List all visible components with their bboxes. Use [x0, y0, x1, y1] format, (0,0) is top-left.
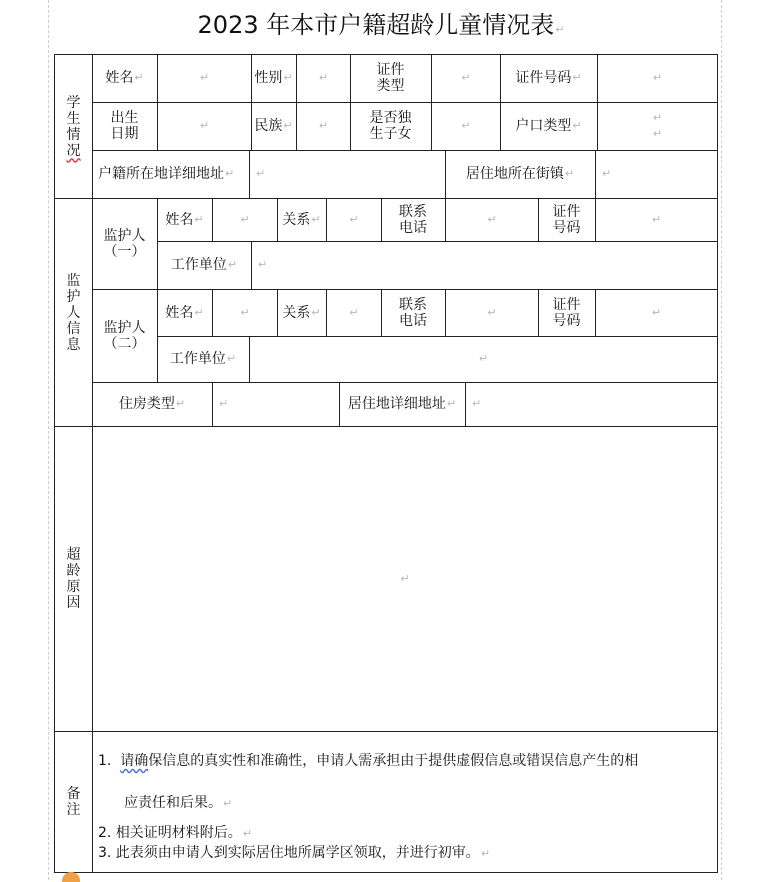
- label-id-number: 证件号码 ↵: [515, 70, 582, 86]
- label-guardian-2-name: 姓名 ↵: [165, 304, 204, 321]
- field-guardian-2-phone[interactable]: ↵: [487, 305, 497, 319]
- field-guardian-1-phone[interactable]: ↵: [487, 212, 497, 226]
- label-guardian-2-relation: 关系 ↵: [282, 304, 321, 321]
- field-id-number[interactable]: ↵: [652, 71, 663, 84]
- label-gender: 性别 ↵: [254, 70, 293, 86]
- field-birth-date[interactable]: ↵: [199, 119, 210, 132]
- field-guardian-2-id[interactable]: ↵: [651, 305, 662, 319]
- field-housing-type[interactable]: ↵: [219, 397, 229, 410]
- field-only-child[interactable]: ↵: [461, 119, 471, 132]
- label-only-child: 是否独 生子女: [369, 110, 412, 142]
- field-student-name[interactable]: ↵: [199, 71, 210, 84]
- field-ethnicity[interactable]: ↵: [318, 119, 329, 132]
- field-id-type[interactable]: ↵: [461, 71, 471, 84]
- field-guardian-1-relation[interactable]: ↵: [349, 212, 359, 226]
- label-birth-date: 出生 日期: [110, 110, 139, 142]
- label-guardian-1-name: 姓名 ↵: [165, 211, 204, 228]
- note-2: 2. 相关证明材料附后。↵: [98, 825, 253, 841]
- label-residence-street: 居住地所在街镇 ↵: [465, 166, 575, 182]
- label-guardian-1-relation: 关系 ↵: [282, 211, 321, 228]
- section-student-label: 学 生 情 况: [66, 94, 81, 159]
- field-hukou-type[interactable]: ↵ ↵: [652, 111, 663, 140]
- label-residence-address: 居住地详细地址 ↵: [347, 396, 457, 412]
- field-hukou-address[interactable]: ↵: [256, 167, 266, 180]
- label-housing-type: 住房类型 ↵: [118, 396, 186, 412]
- label-guardian-2: 监护人 （二）: [103, 319, 146, 352]
- section-guardian-label: 监 护 人 信 息: [66, 272, 81, 353]
- field-residence-address[interactable]: ↵: [472, 397, 482, 410]
- field-guardian-2-name[interactable]: ↵: [240, 305, 250, 319]
- page-title: 2023 年本市户籍超龄儿童情况表↵: [197, 11, 565, 39]
- label-guardian-2-phone: 联系 电话: [399, 296, 427, 329]
- label-guardian-1-work: 工作单位 ↵: [170, 257, 238, 273]
- field-overage-reason[interactable]: ↵: [400, 571, 410, 585]
- field-gender[interactable]: ↵: [318, 71, 329, 84]
- field-residence-street[interactable]: ↵: [602, 167, 612, 180]
- label-student-name: 姓名 ↵: [105, 70, 144, 86]
- field-guardian-1-name[interactable]: ↵: [240, 212, 250, 226]
- field-guardian-2-work[interactable]: ↵: [478, 352, 489, 365]
- section-reason-label: 超 龄 原 因: [66, 547, 81, 611]
- label-guardian-2-work: 工作单位 ↵: [169, 351, 237, 367]
- note-1-line-2: 应责任和后果。↵: [124, 795, 233, 811]
- label-id-type: 证件 类型: [376, 62, 405, 94]
- label-ethnicity: 民族 ↵: [254, 118, 293, 134]
- section-notes-label: 备 注: [66, 786, 81, 818]
- field-guardian-2-relation[interactable]: ↵: [349, 305, 359, 319]
- label-hukou-type: 户口类型 ↵: [515, 118, 582, 134]
- field-guardian-1-id[interactable]: ↵: [651, 212, 662, 226]
- field-guardian-1-work[interactable]: ↵: [258, 258, 268, 271]
- label-guardian-1: 监护人 （一）: [103, 227, 146, 260]
- label-guardian-1-phone: 联系 电话: [399, 203, 427, 236]
- label-guardian-2-id: 证件 号码: [552, 296, 581, 329]
- note-3: 3. 此表须由申请人到实际居住地所属学区领取，并进行初审。↵: [98, 845, 491, 861]
- note-1-line-1: 1. 请确保信息的真实性和准确性，申请人需承担由于提供虚假信息或错误信息产生的相: [98, 753, 639, 769]
- label-guardian-1-id: 证件 号码: [552, 203, 581, 236]
- label-hukou-address: 户籍所在地详细地址 ↵: [98, 166, 235, 182]
